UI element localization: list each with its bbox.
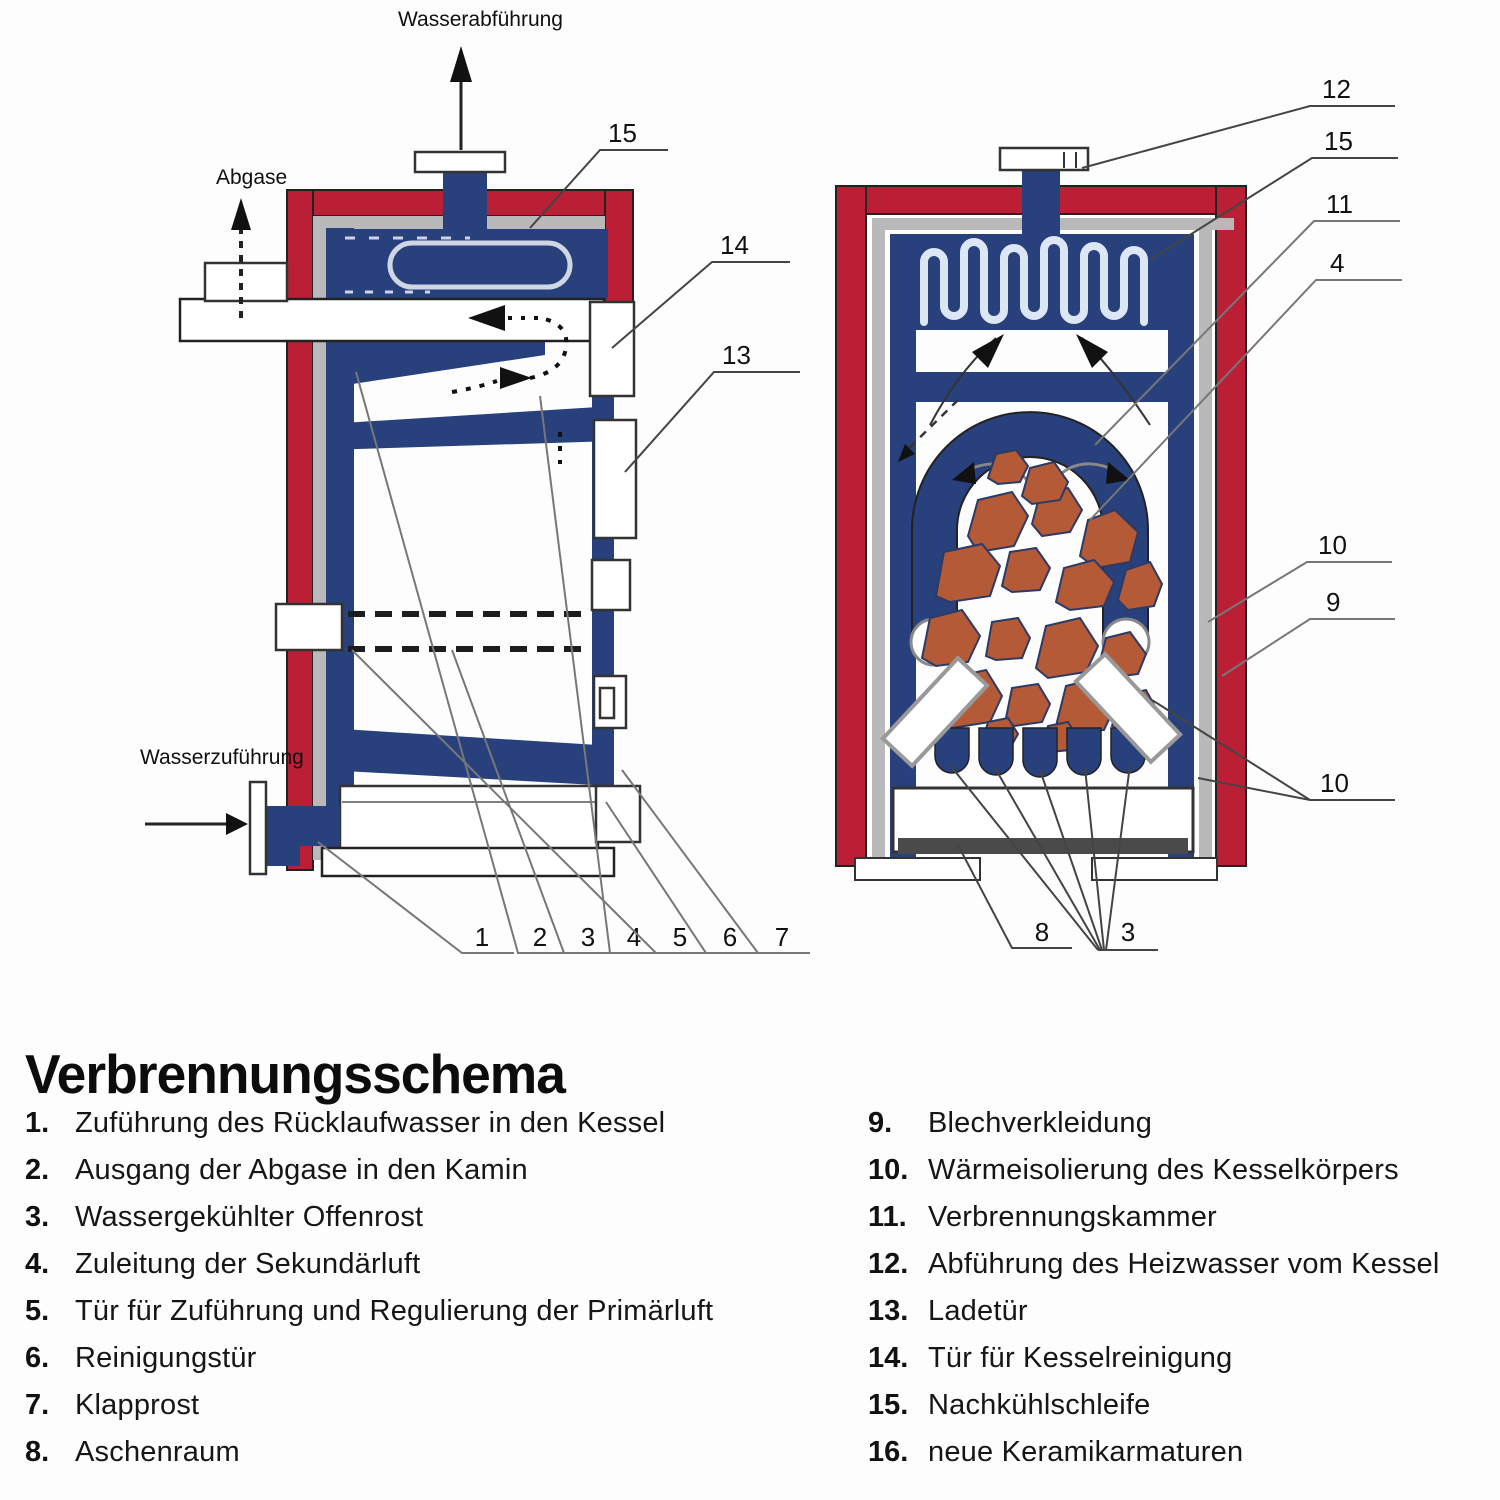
legend-item bbox=[868, 1288, 1493, 1335]
legend-item-text: neue Keramikarmaturen bbox=[928, 1436, 1244, 1468]
callout-number: 15 bbox=[608, 118, 637, 148]
grate-dashed-lines bbox=[348, 614, 590, 649]
callout-number: 7 bbox=[774, 922, 790, 952]
legend-item-text: Zuführung des Rücklaufwasser in den Kessel bbox=[75, 1107, 666, 1139]
flue-gas-label: Abgase bbox=[216, 166, 288, 189]
callout-number: 2 bbox=[532, 922, 548, 952]
legend-item-number: 6. bbox=[25, 1342, 50, 1374]
legend-item bbox=[25, 1429, 845, 1476]
callout-number: 11 bbox=[1326, 189, 1353, 219]
left-water-jacket bbox=[326, 172, 614, 866]
legend-item-number: 5. bbox=[25, 1295, 50, 1327]
legend-item-number: 3. bbox=[25, 1201, 50, 1233]
legend-item-number: 4. bbox=[25, 1248, 50, 1280]
legend-item bbox=[25, 1147, 845, 1194]
page-title: Verbrennungsschema bbox=[25, 1042, 565, 1105]
legend-item-text: Tür für Kesselreinigung bbox=[928, 1342, 1233, 1374]
callout-number: 3 bbox=[580, 922, 596, 952]
legend-item-text: Wassergekühlter Offenrost bbox=[75, 1201, 424, 1233]
callout-number: 12 bbox=[1322, 74, 1351, 104]
left-boiler-diagram bbox=[140, 8, 810, 953]
legend-item-text: Klapprost bbox=[75, 1389, 200, 1421]
legend-item-number: 8. bbox=[25, 1436, 50, 1468]
legend-item-number: 7. bbox=[25, 1389, 50, 1421]
right-top-flange bbox=[1000, 148, 1088, 170]
legend-item-text: Ausgang der Abgase in den Kamin bbox=[75, 1154, 528, 1186]
legend-item-text: Verbrennungskammer bbox=[928, 1201, 1217, 1233]
legend-item bbox=[868, 1241, 1493, 1288]
callout-number: 4 bbox=[1330, 248, 1345, 278]
ash-pan bbox=[855, 788, 1217, 880]
primary-air-door bbox=[276, 604, 342, 650]
legend-item-text: Abführung des Heizwasser vom Kessel bbox=[928, 1248, 1440, 1280]
bottom-door bbox=[596, 786, 640, 842]
legend-item-number: 1. bbox=[25, 1107, 50, 1139]
legend-item bbox=[868, 1194, 1493, 1241]
mid-door bbox=[592, 560, 630, 610]
left-top-flange bbox=[415, 152, 505, 172]
legend-item-number: 13. bbox=[868, 1295, 909, 1327]
air-arrow-left bbox=[972, 334, 1004, 368]
legend-item-text: Blechverkleidung bbox=[928, 1107, 1153, 1139]
callout-number: 3 bbox=[1120, 917, 1136, 947]
legend-column-right bbox=[868, 1100, 1493, 1476]
legend-item bbox=[25, 1382, 845, 1429]
legend-item bbox=[25, 1241, 845, 1288]
water-cooled-grate bbox=[935, 728, 1145, 777]
right-boiler-diagram bbox=[836, 74, 1402, 950]
loading-door bbox=[594, 420, 636, 538]
legend-item-number: 16. bbox=[868, 1436, 909, 1468]
legend-item bbox=[868, 1335, 1493, 1382]
legend-item-number: 15. bbox=[868, 1389, 909, 1421]
callout-number: 5 bbox=[672, 922, 688, 952]
flue-gas-arrow-head bbox=[231, 198, 251, 230]
water-in-label: Wasserzuführung bbox=[140, 746, 304, 769]
legend-item-number: 12. bbox=[868, 1248, 909, 1280]
ash-chamber bbox=[322, 786, 614, 876]
legend-item bbox=[868, 1429, 1493, 1476]
cleaning-door-upper bbox=[590, 302, 634, 396]
legend-item-text: Aschenraum bbox=[75, 1436, 240, 1468]
callout-number: 8 bbox=[1034, 917, 1050, 947]
legend-item-text: Zuleitung der Sekundärluft bbox=[75, 1248, 421, 1280]
legend-item bbox=[868, 1382, 1493, 1429]
legend-column-left bbox=[25, 1100, 845, 1476]
callout-number: 4 bbox=[626, 922, 642, 952]
legend-item bbox=[25, 1335, 845, 1382]
legend-item-text: Tür für Zuführung und Regulierung der Primärluft bbox=[75, 1295, 714, 1327]
callout-number: 10 bbox=[1318, 530, 1347, 560]
legend-item bbox=[868, 1100, 1493, 1147]
legend-item-text: Reinigungstür bbox=[75, 1342, 257, 1374]
legend-item bbox=[25, 1288, 845, 1335]
legend-item-number: 2. bbox=[25, 1154, 50, 1186]
chimney-stub bbox=[205, 263, 287, 301]
legend-item bbox=[25, 1100, 845, 1147]
legend-item bbox=[868, 1147, 1493, 1194]
callout-number: 14 bbox=[720, 230, 749, 260]
callout-number: 10 bbox=[1320, 768, 1349, 798]
legend-item-number: 9. bbox=[868, 1107, 893, 1139]
legend-item-number: 14. bbox=[868, 1342, 909, 1374]
callout-number: 15 bbox=[1324, 126, 1353, 156]
legend-item-text: Wärmeisolierung des Kesselkörpers bbox=[928, 1154, 1399, 1186]
water-out-label: Wasserabführung bbox=[398, 8, 563, 31]
callout-number: 1 bbox=[474, 922, 490, 952]
legend-item-number: 10. bbox=[868, 1154, 909, 1186]
legend-item bbox=[25, 1194, 845, 1241]
legend-item-number: 11. bbox=[868, 1201, 907, 1233]
callout-number: 9 bbox=[1326, 587, 1341, 617]
water-out-arrow-head bbox=[450, 46, 472, 82]
legend-item-text: Nachkühlschleife bbox=[928, 1389, 1151, 1421]
flue-duct bbox=[180, 299, 604, 341]
callout-number: 6 bbox=[722, 922, 738, 952]
legend-item-text: Ladetür bbox=[928, 1295, 1028, 1327]
callout-number: 13 bbox=[722, 340, 751, 370]
